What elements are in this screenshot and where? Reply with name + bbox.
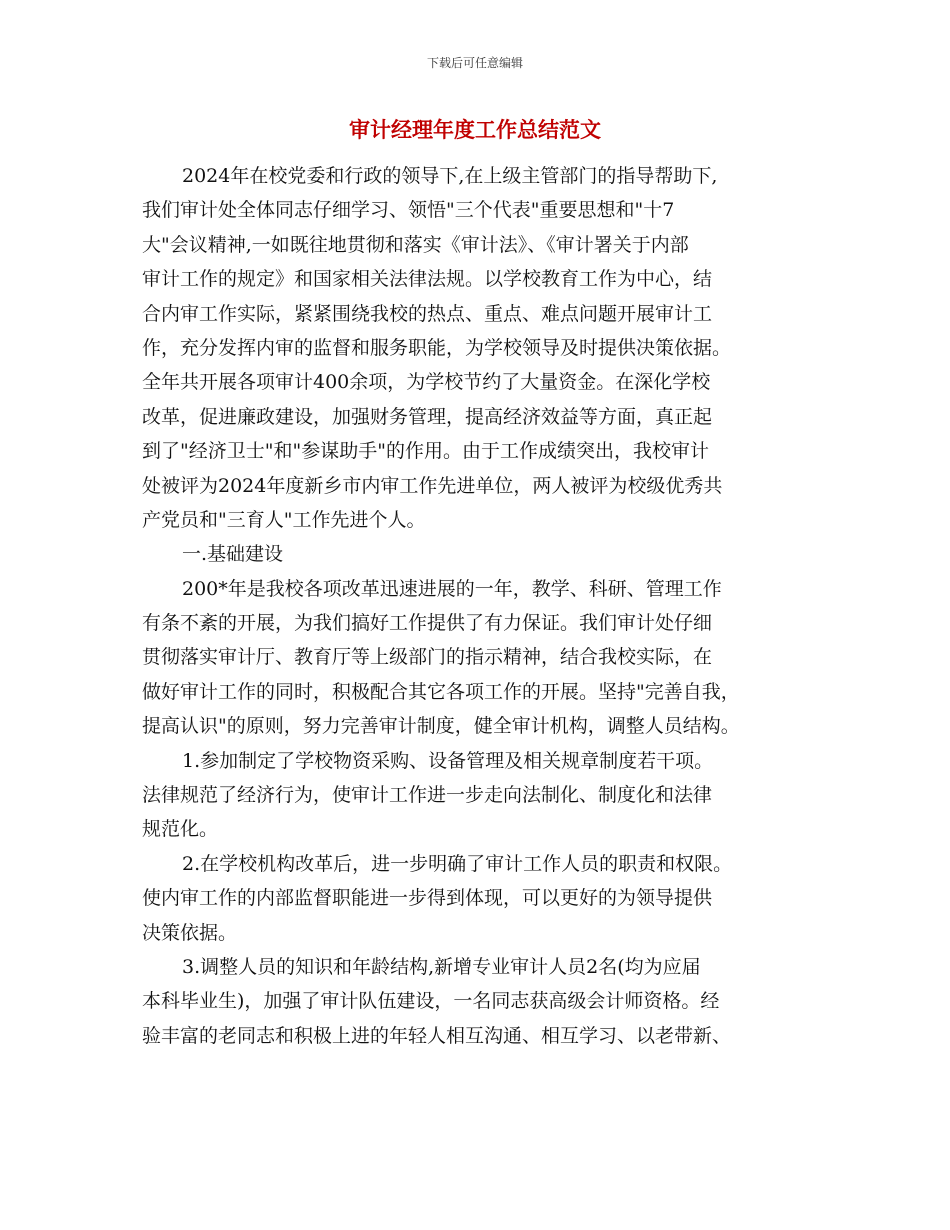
text-line: 验丰富的老同志和积极上进的年轻人相互沟通、相互学习、以老带新、 [142,1024,732,1047]
text-line: 做好审计工作的同时，积极配合其它各项工作的开展。坚持"完善自我， [142,680,740,703]
text-line: 作，充分发挥内审的监督和服务职能，为学校领导及时提供决策依据。 [142,336,732,359]
text-line: 使内审工作的内部监督职能进一步得到体现，可以更好的为领导提供 [142,887,713,910]
text-line: 我们审计处全体同志仔细学习、领悟"三个代表"重要思想和"十7 [142,199,675,222]
document-body [142,159,832,1053]
text-line: 200*年是我校各项改革迅速进展的一年，教学、科研、管理工作 [182,577,722,600]
page-header-note: 下载后可任意编辑 [426,56,523,70]
section-heading: 一.基础建设 [182,543,284,566]
list-item-2: 2.在学校机构改革后，进一步明确了审计工作人员的职责和权限。 [182,852,733,875]
text-line: 规范化。 [142,818,219,841]
text-line: 改革，促进廉政建设，加强财务管理，提高经济效益等方面，真正起 [142,405,713,428]
list-item-3: 3.调整人员的知识和年龄结构,新增专业审计人员2名(均为应届 [182,955,701,978]
text-line: 全年共开展各项审计400余项，为学校节约了大量资金。在深化学校 [142,371,711,394]
text-line: 大"会议精神,一如既往地贯彻和落实《审计法》、《审计署关于内部 [142,233,689,256]
text-line: 本科毕业生)，加强了审计队伍建设，一名同志获高级会计师资格。经 [142,990,720,1013]
text-line: 到了"经济卫士"和"参谋助手"的作用。由于工作成绩突出，我校审计 [142,440,709,463]
text-line: 2024年在校党委和行政的领导下,在上级主管部门的指导帮助下, [182,165,718,187]
text-line: 有条不紊的开展，为我们搞好工作提供了有力保证。我们审计处仔细 [142,612,713,635]
text-line: 贯彻落实审计厅、教育厅等上级部门的指示精神，结合我校实际，在 [142,646,713,669]
text-line: 决策依据。 [142,921,238,944]
text-line: 提高认识"的原则，努力完善审计制度，健全审计机构，调整人员结构。 [142,715,740,738]
document-title: 审计经理年度工作总结范文 [349,118,601,142]
text-line: 合内审工作实际，紧紧围绕我校的热点、重点、难点问题开展审计工 [142,302,713,325]
text-line: 产党员和"三育人"工作先进个人。 [142,508,426,531]
text-line: 处被评为2024年度新乡市内审工作先进单位，两人被评为校级优秀共 [142,474,723,497]
list-item-1: 1.参加制定了学校物资采购、设备管理及相关规章制度若干项。 [182,749,714,772]
text-line: 审计工作的规定》和国家相关法律法规。以学校教育工作为中心，结 [142,268,713,291]
text-line: 法律规范了经济行为，使审计工作进一步走向法制化、制度化和法律 [142,784,713,807]
